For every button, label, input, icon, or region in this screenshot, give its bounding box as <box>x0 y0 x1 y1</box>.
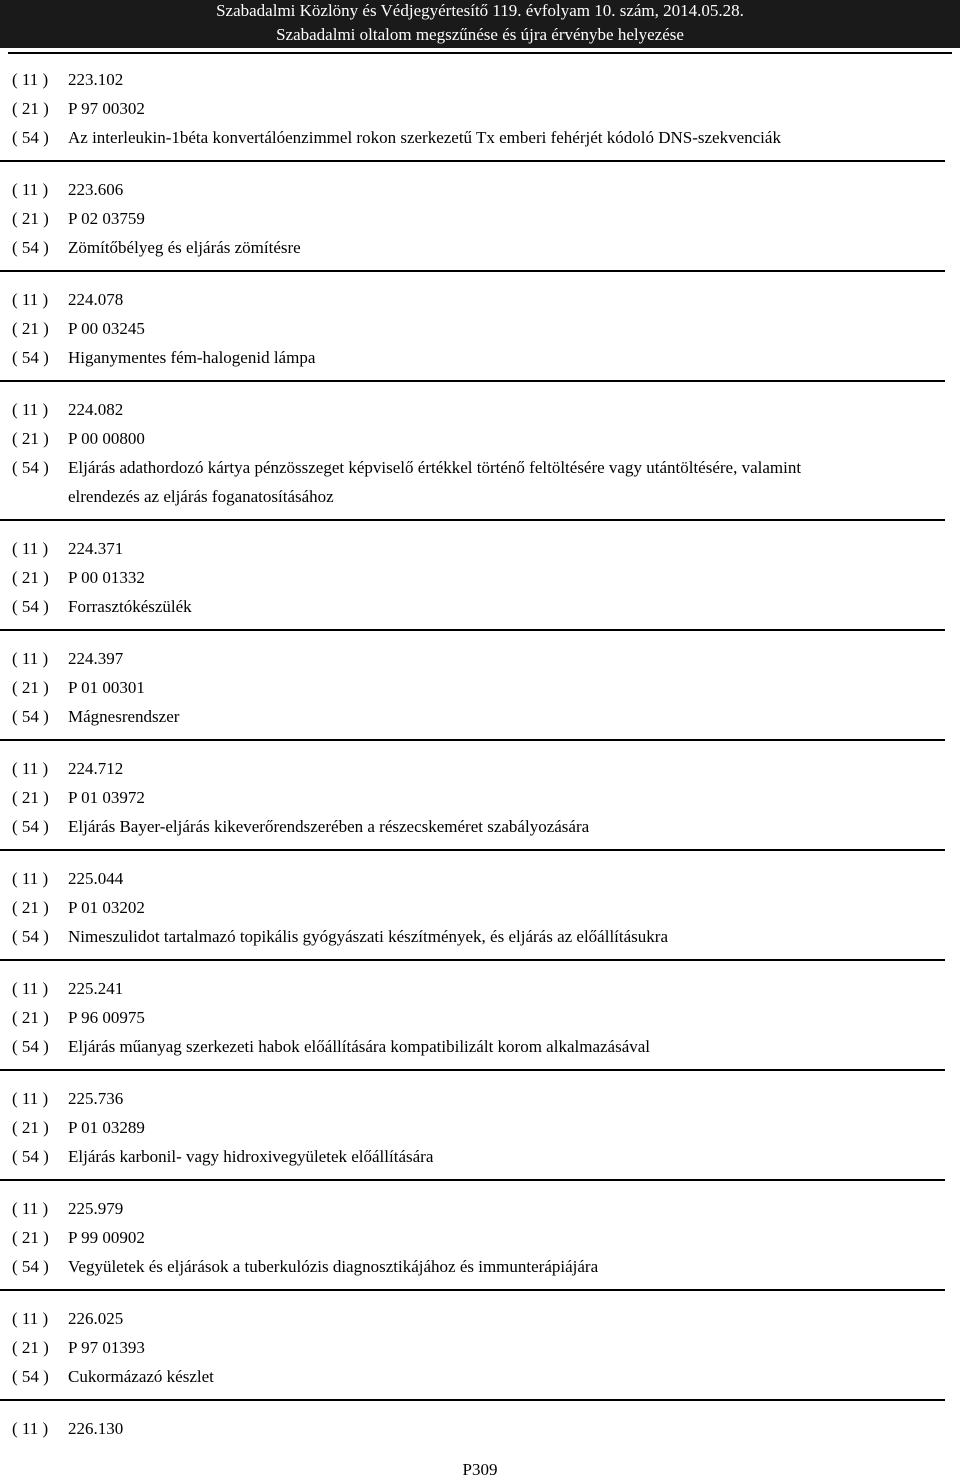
patent-number: 226.025 <box>68 1309 124 1328</box>
application-number-row <box>12 314 960 343</box>
field-code: ( 21 ) <box>12 1118 49 1137</box>
entry-divider <box>0 160 945 162</box>
field-code: ( 54 ) <box>12 817 49 836</box>
entry-divider <box>0 1399 945 1401</box>
field-code: ( 54 ) <box>12 927 49 946</box>
patent-number-row <box>12 974 960 1003</box>
invention-title: Eljárás adathordozó kártya pénzösszeget képviselő értékkel történő feltöltésére vagy utántöltésére, valamint elrendezés az eljárás foganatosításához <box>68 458 802 506</box>
field-code: ( 11 ) <box>12 869 49 888</box>
patent-entry <box>0 644 960 731</box>
patent-number: 224.397 <box>68 649 124 668</box>
entry-divider <box>0 849 945 851</box>
entry-divider <box>0 959 945 961</box>
application-number-row <box>12 783 960 812</box>
invention-title: Cukormázazó készlet <box>68 1367 214 1386</box>
field-code: ( 21 ) <box>12 678 49 697</box>
entry-divider <box>0 519 945 521</box>
invention-title: Eljárás Bayer-eljárás kikeverőrendszerében a részecskeméret szabályozására <box>68 817 590 836</box>
application-number-row <box>12 94 960 123</box>
patent-entry <box>0 65 960 152</box>
invention-title-row <box>12 1252 960 1281</box>
field-code: ( 11 ) <box>12 649 49 668</box>
application-number-row <box>12 204 960 233</box>
patent-entry <box>0 534 960 621</box>
application-number-row <box>12 1333 960 1362</box>
entry-divider <box>0 270 945 272</box>
field-code: ( 11 ) <box>12 400 49 419</box>
patent-entry <box>0 864 960 951</box>
entry-divider <box>0 1069 945 1071</box>
patent-number: 223.102 <box>68 70 124 89</box>
application-number: P 01 03972 <box>68 788 145 807</box>
patent-number-row <box>12 175 960 204</box>
application-number-row <box>12 673 960 702</box>
field-code: ( 21 ) <box>12 568 49 587</box>
patent-entry <box>0 1194 960 1281</box>
invention-title-row <box>12 453 960 511</box>
patent-number: 224.712 <box>68 759 124 778</box>
invention-title-row <box>12 123 960 152</box>
field-code: ( 54 ) <box>12 238 49 257</box>
page-number: P309 <box>462 1460 498 1479</box>
field-code: ( 54 ) <box>12 1147 49 1166</box>
field-code: ( 11 ) <box>12 759 49 778</box>
patent-entry <box>0 175 960 262</box>
field-code: ( 54 ) <box>12 1037 49 1056</box>
field-code: ( 11 ) <box>12 979 49 998</box>
patent-number: 225.241 <box>68 979 124 998</box>
field-code: ( 54 ) <box>12 128 49 147</box>
invention-title-row <box>12 233 960 262</box>
patent-entry <box>0 285 960 372</box>
application-number-row <box>12 424 960 453</box>
invention-title: Zömítőbélyeg és eljárás zömítésre <box>68 238 301 257</box>
field-code: ( 54 ) <box>12 458 49 477</box>
entry-divider <box>0 739 945 741</box>
patent-number-row <box>12 285 960 314</box>
patent-number-row <box>12 395 960 424</box>
application-number-row <box>12 1113 960 1142</box>
field-code: ( 21 ) <box>12 209 49 228</box>
invention-title-row <box>12 812 960 841</box>
patent-number-row <box>12 1304 960 1333</box>
invention-title: Vegyületek és eljárások a tuberkulózis diagnosztikájához és immunterápiájára <box>68 1257 599 1276</box>
application-number: P 97 01393 <box>68 1338 145 1357</box>
invention-title-row <box>12 592 960 621</box>
patent-number: 224.082 <box>68 400 124 419</box>
patent-number-row <box>12 864 960 893</box>
entry-divider <box>0 1179 945 1181</box>
invention-title-row <box>12 922 960 951</box>
field-code: ( 21 ) <box>12 1008 49 1027</box>
patent-number: 225.044 <box>68 869 124 888</box>
patent-entry <box>0 754 960 841</box>
application-number-row <box>12 1003 960 1032</box>
application-number-row <box>12 893 960 922</box>
application-number: P 02 03759 <box>68 209 145 228</box>
entry-divider <box>0 1289 945 1291</box>
application-number: P 01 00301 <box>68 678 145 697</box>
application-number: P 00 00800 <box>68 429 145 448</box>
invention-title: Forrasztókészülék <box>68 597 192 616</box>
patent-number-row <box>12 1084 960 1113</box>
field-code: ( 11 ) <box>12 1199 49 1218</box>
field-code: ( 21 ) <box>12 898 49 917</box>
invention-title-row <box>12 1362 960 1391</box>
field-code: ( 11 ) <box>12 70 49 89</box>
application-number: P 00 01332 <box>68 568 145 587</box>
field-code: ( 54 ) <box>12 1257 49 1276</box>
patent-number-row <box>12 1194 960 1223</box>
application-number: P 96 00975 <box>68 1008 145 1027</box>
patent-number: 223.606 <box>68 180 124 199</box>
application-number: P 99 00902 <box>68 1228 145 1247</box>
field-code: ( 11 ) <box>12 539 49 558</box>
patent-number-row <box>12 1414 960 1443</box>
field-code: ( 11 ) <box>12 290 49 309</box>
application-number: P 97 00302 <box>68 99 145 118</box>
patent-number: 225.736 <box>68 1089 124 1108</box>
field-code: ( 11 ) <box>12 1309 49 1328</box>
section-title: Szabadalmi oltalom megszűnése és újra érvénybe helyezése <box>276 25 684 44</box>
patent-number-row <box>12 534 960 563</box>
application-number-row <box>12 563 960 592</box>
invention-title: Mágnesrendszer <box>68 707 180 726</box>
invention-title-row <box>12 1142 960 1171</box>
field-code: ( 21 ) <box>12 1338 49 1357</box>
invention-title: Eljárás műanyag szerkezeti habok előállítására kompatibilizált korom alkalmazásával <box>68 1037 651 1056</box>
entry-divider <box>0 629 945 631</box>
field-code: ( 11 ) <box>12 1419 49 1438</box>
field-code: ( 54 ) <box>12 707 49 726</box>
field-code: ( 54 ) <box>12 597 49 616</box>
field-code: ( 54 ) <box>12 1367 49 1386</box>
patent-number: 226.130 <box>68 1419 124 1438</box>
application-number-row <box>12 1223 960 1252</box>
field-code: ( 11 ) <box>12 1089 49 1108</box>
invention-title-row <box>12 702 960 731</box>
patent-entry <box>0 395 960 511</box>
patent-number-row <box>12 644 960 673</box>
patent-number: 224.078 <box>68 290 124 309</box>
patent-number: 224.371 <box>68 539 124 558</box>
field-code: ( 21 ) <box>12 1228 49 1247</box>
field-code: ( 54 ) <box>12 348 49 367</box>
patent-number: 225.979 <box>68 1199 124 1218</box>
entry-divider <box>0 380 945 382</box>
patent-number-row <box>12 754 960 783</box>
invention-title: Eljárás karbonil- vagy hidroxivegyületek előállítására <box>68 1147 434 1166</box>
field-code: ( 21 ) <box>12 788 49 807</box>
application-number: P 01 03202 <box>68 898 145 917</box>
patent-entry <box>0 974 960 1061</box>
entry-list <box>0 65 960 1443</box>
field-code: ( 11 ) <box>12 180 49 199</box>
header-bar <box>0 0 960 48</box>
field-code: ( 21 ) <box>12 429 49 448</box>
invention-title-row <box>12 1032 960 1061</box>
field-code: ( 21 ) <box>12 99 49 118</box>
patent-number-row <box>12 65 960 94</box>
invention-title: Nimeszulidot tartalmazó topikális gyógyászati készítmények, és eljárás az előállításukra <box>68 927 668 946</box>
invention-title: Higanymentes fém-halogenid lámpa <box>68 348 316 367</box>
patent-entry <box>0 1084 960 1171</box>
invention-title-row <box>12 343 960 372</box>
invention-title: Az interleukin-1béta konvertálóenzimmel rokon szerkezetű Tx emberi fehérjét kódoló DNS-szekvenciák <box>68 128 781 147</box>
field-code: ( 21 ) <box>12 319 49 338</box>
header-divider <box>8 52 952 54</box>
patent-entry <box>0 1414 960 1443</box>
patent-entry <box>0 1304 960 1391</box>
application-number: P 01 03289 <box>68 1118 145 1137</box>
journal-title: Szabadalmi Közlöny és Védjegyértesítő 119. évfolyam 10. szám, 2014.05.28. <box>216 1 744 20</box>
application-number: P 00 03245 <box>68 319 145 338</box>
